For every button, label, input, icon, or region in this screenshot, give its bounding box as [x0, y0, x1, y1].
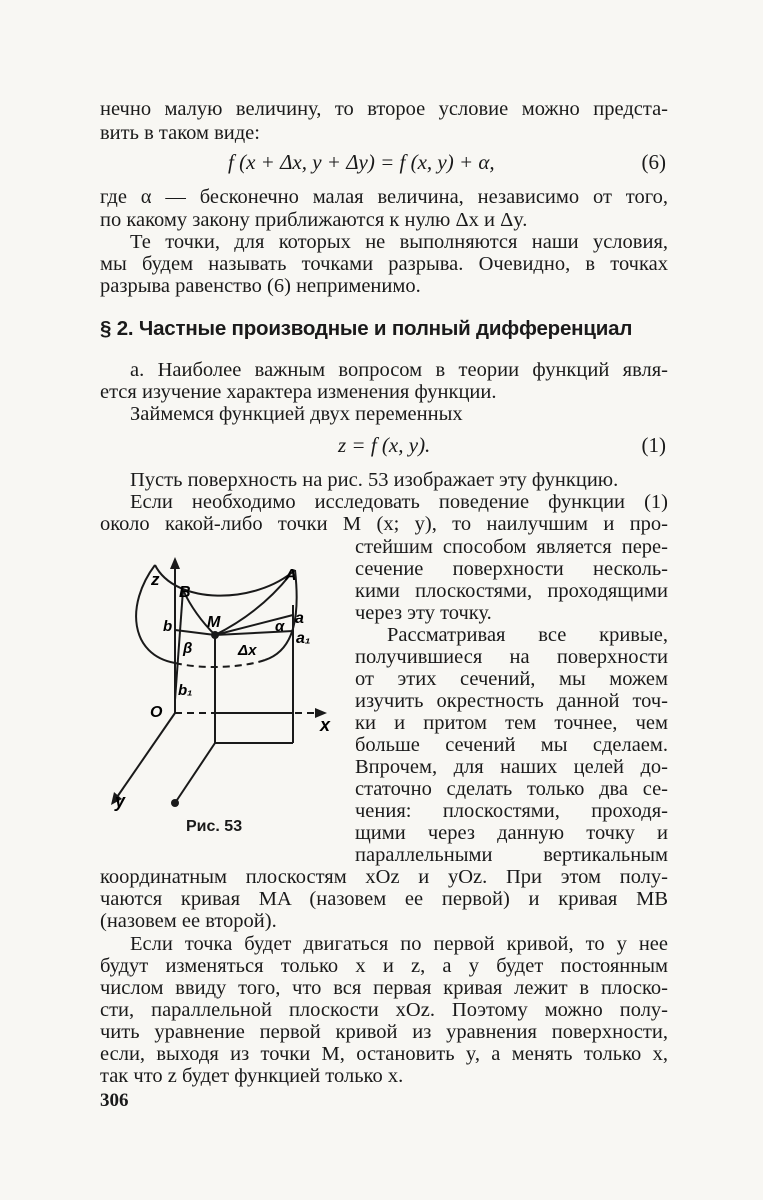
- text-line: от этих сечений, мы можем: [355, 668, 668, 690]
- label-alpha: α: [275, 618, 285, 635]
- text-line: Рассматривая все кривые,: [387, 624, 668, 646]
- text-line: разрыва равенство (6) неприменимо.: [100, 275, 421, 297]
- page-number: 306: [100, 1090, 129, 1111]
- text-line: нечно малую величину, то второе условие можно предста-: [100, 98, 668, 120]
- text-line: (назовем ее второй).: [100, 910, 277, 932]
- text-line: кими плоскостями, проходящими: [355, 580, 668, 602]
- label-a1: a₁: [296, 630, 311, 647]
- text-line: статочно сделать только два се-: [355, 778, 668, 800]
- text-line: щими через данную точку и: [355, 822, 668, 844]
- y-axis: [115, 713, 175, 800]
- label-y: y: [115, 791, 126, 811]
- text-line: сти, параллельной плоскости xOz. Поэтому можно полу-: [100, 999, 668, 1021]
- text-line: а. Наиболее важным вопросом в теории функций явля-: [130, 359, 668, 381]
- label-M: M: [207, 614, 221, 631]
- text-line: ки и притом тем точнее, чем: [355, 712, 668, 734]
- label-z: z: [151, 570, 160, 589]
- text-line: мы будем называть точками разрыва. Очевидно, в точках: [100, 253, 668, 275]
- z-axis-arrow: [170, 557, 180, 569]
- text-line: координатным плоскостям xOz и yOz. При этом полу-: [100, 866, 668, 888]
- text-line: где α — бесконечно малая величина, независимо от того,: [100, 186, 668, 208]
- label-x: x: [320, 715, 331, 735]
- text-line: числом ввиду того, что вся первая кривая лежит в плоско-: [100, 977, 668, 999]
- text-line: чаются кривая MA (назовем ее первой) и кривая MB: [100, 888, 668, 910]
- text-line: чить уравнение первой кривой из уравнения поверхности,: [100, 1021, 668, 1043]
- equation-number-1: (1): [641, 433, 666, 457]
- formula-1: z = f (x, y).: [338, 433, 431, 457]
- text-line: Если необходимо исследовать поведение функции (1): [130, 491, 668, 513]
- point-y: [171, 799, 179, 807]
- text-line: стейшим способом является пере-: [355, 536, 668, 558]
- section-heading: § 2. Частные производные и полный дифференциал: [100, 317, 633, 340]
- text-line: будут изменяться только x и z, а y будет постоянным: [100, 955, 668, 977]
- text-line: получившиеся на поверхности: [355, 646, 668, 668]
- label-b1: b₁: [178, 682, 193, 699]
- text-line: вить в таком виде:: [100, 122, 260, 144]
- text-line: Займемся функцией двух переменных: [130, 403, 463, 425]
- point-M: [211, 631, 219, 639]
- label-O: O: [150, 704, 163, 721]
- label-dx: Δx: [238, 642, 257, 659]
- text-line: Пусть поверхность на рис. 53 изображает эту функцию.: [130, 469, 619, 491]
- text-line: параллельными вертикальным: [355, 844, 668, 866]
- figure-53-surface: [95, 545, 345, 815]
- formula-6: f (x + Δx, y + Δy) = f (x, y) + α,: [228, 150, 495, 174]
- text-line: ется изучение характера изменения функции.: [100, 381, 497, 403]
- figure-caption: Рис. 53: [186, 818, 243, 835]
- label-B: B: [179, 584, 191, 601]
- text-line: больше сечений мы сделаем.: [355, 734, 668, 756]
- equation-number-6: (6): [641, 150, 666, 174]
- text-line: по какому закону приближаются к нулю Δx и Δy.: [100, 209, 528, 231]
- text-line: сечение поверхности несколь-: [355, 558, 668, 580]
- text-line: около какой-либо точки M (x; y), то наилучшим и про-: [100, 513, 668, 535]
- y-projection: [175, 743, 215, 803]
- text-line: Если точка будет двигаться по первой кривой, то у нее: [130, 933, 668, 955]
- text-line: так что z будет функцией только x.: [100, 1065, 404, 1087]
- label-beta: β: [183, 640, 193, 657]
- text-line: Те точки, для которых не выполняются наши условия,: [130, 231, 668, 253]
- text-line: чения: плоскостями, проходя-: [355, 800, 668, 822]
- text-line: Впрочем, для наших целей до-: [355, 756, 668, 778]
- text-line: если, выходя из точки M, остановить y, а менять только x,: [100, 1043, 668, 1065]
- text-line: через эту точку.: [355, 602, 492, 624]
- label-b: b: [163, 618, 173, 635]
- text-line: изучить окрестность данной точ-: [355, 690, 668, 712]
- label-A: A: [285, 567, 297, 584]
- surface-bottom-edge: [175, 660, 265, 667]
- label-a: a: [295, 610, 304, 627]
